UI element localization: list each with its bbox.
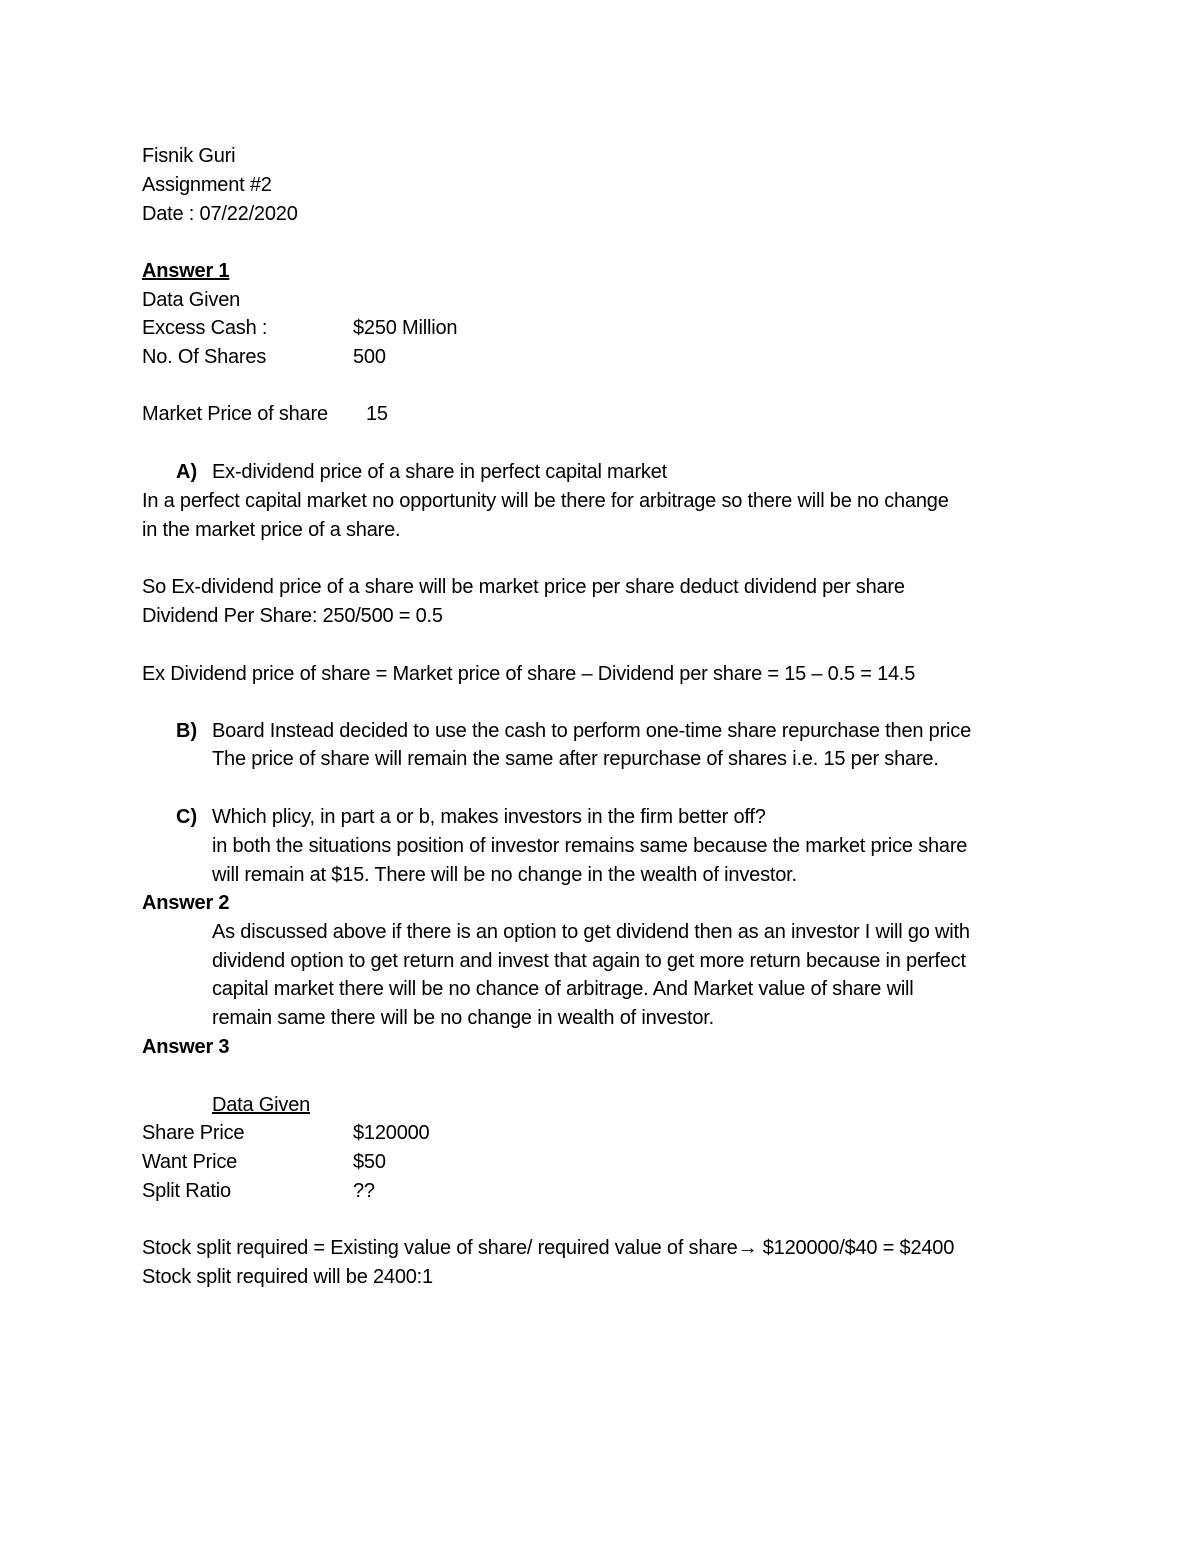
part-a-question: Ex-dividend price of a share in perfect capital market [212,461,667,483]
part-a-answer-line: Dividend Per Share: 250/500 = 0.5 [142,605,443,627]
answer-2-heading: Answer 2 [142,892,230,914]
stock-split-result: Stock split required will be 2400:1 [142,1266,433,1288]
part-c-question: Which plicy, in part a or b, makes investors in the firm better off? [212,806,766,828]
part-a-answer-line: Ex Dividend price of share = Market price of share – Dividend per share = 15 – 0.5 = 14.5 [142,663,916,685]
answer-1-heading: Answer 1 [142,260,230,282]
market-price-value: 15 [366,403,388,425]
part-b-label: B) [176,720,198,742]
assignment-title: Assignment #2 [142,174,272,196]
answer-3-data-given: Data Given [212,1094,311,1116]
answer-1-data-given: Data Given [142,289,241,311]
answer-2-line: As discussed above if there is an option to get dividend then as an investor I will go with [212,921,970,943]
excess-cash-label: Excess Cash : [142,317,268,339]
split-ratio-label: Split Ratio [142,1180,231,1202]
formula-result: $120000/$40 = $2400 [757,1237,955,1259]
want-price-value: $50 [353,1151,386,1173]
part-b-answer: The price of share will remain the same after repurchase of shares i.e. 15 per share. [212,748,939,770]
formula-text: Stock split required = Existing value of share/ required value of share [142,1237,738,1259]
split-ratio-value: ?? [353,1180,375,1202]
assignment-date: Date : 07/22/2020 [142,203,298,225]
arrow-right-icon: → [737,1237,758,1259]
answer-2-line: capital market there will be no chance of arbitrage. And Market value of share will [212,978,914,1000]
part-a-answer-line: So Ex-dividend price of a share will be market price per share deduct dividend per share [142,576,905,598]
market-price-label: Market Price of share [142,403,328,425]
part-c-label: C) [176,806,198,828]
author-name: Fisnik Guri [142,145,236,167]
part-a-label: A) [176,461,198,483]
answer-2-line: remain same there will be no change in wealth of investor. [212,1007,715,1029]
answer-2-line: dividend option to get return and invest that again to get more return because in perfect [212,950,966,972]
share-price-label: Share Price [142,1122,245,1144]
part-a-answer-line: in the market price of a share. [142,519,401,541]
share-price-value: $120000 [353,1122,430,1144]
part-b-question: Board Instead decided to use the cash to perform one-time share repurchase then price [212,720,972,742]
shares-value: 500 [353,346,386,368]
excess-cash-value: $250 Million [353,317,458,339]
part-a-answer-line: In a perfect capital market no opportunity will be there for arbitrage so there will be no change [142,490,949,512]
shares-label: No. Of Shares [142,346,267,368]
stock-split-formula [142,1234,954,1263]
want-price-label: Want Price [142,1151,238,1173]
part-c-answer-line: will remain at $15. There will be no change in the wealth of investor. [212,864,797,886]
part-c-answer-line: in both the situations position of investor remains same because the market price share [212,835,968,857]
answer-3-heading: Answer 3 [142,1036,230,1058]
